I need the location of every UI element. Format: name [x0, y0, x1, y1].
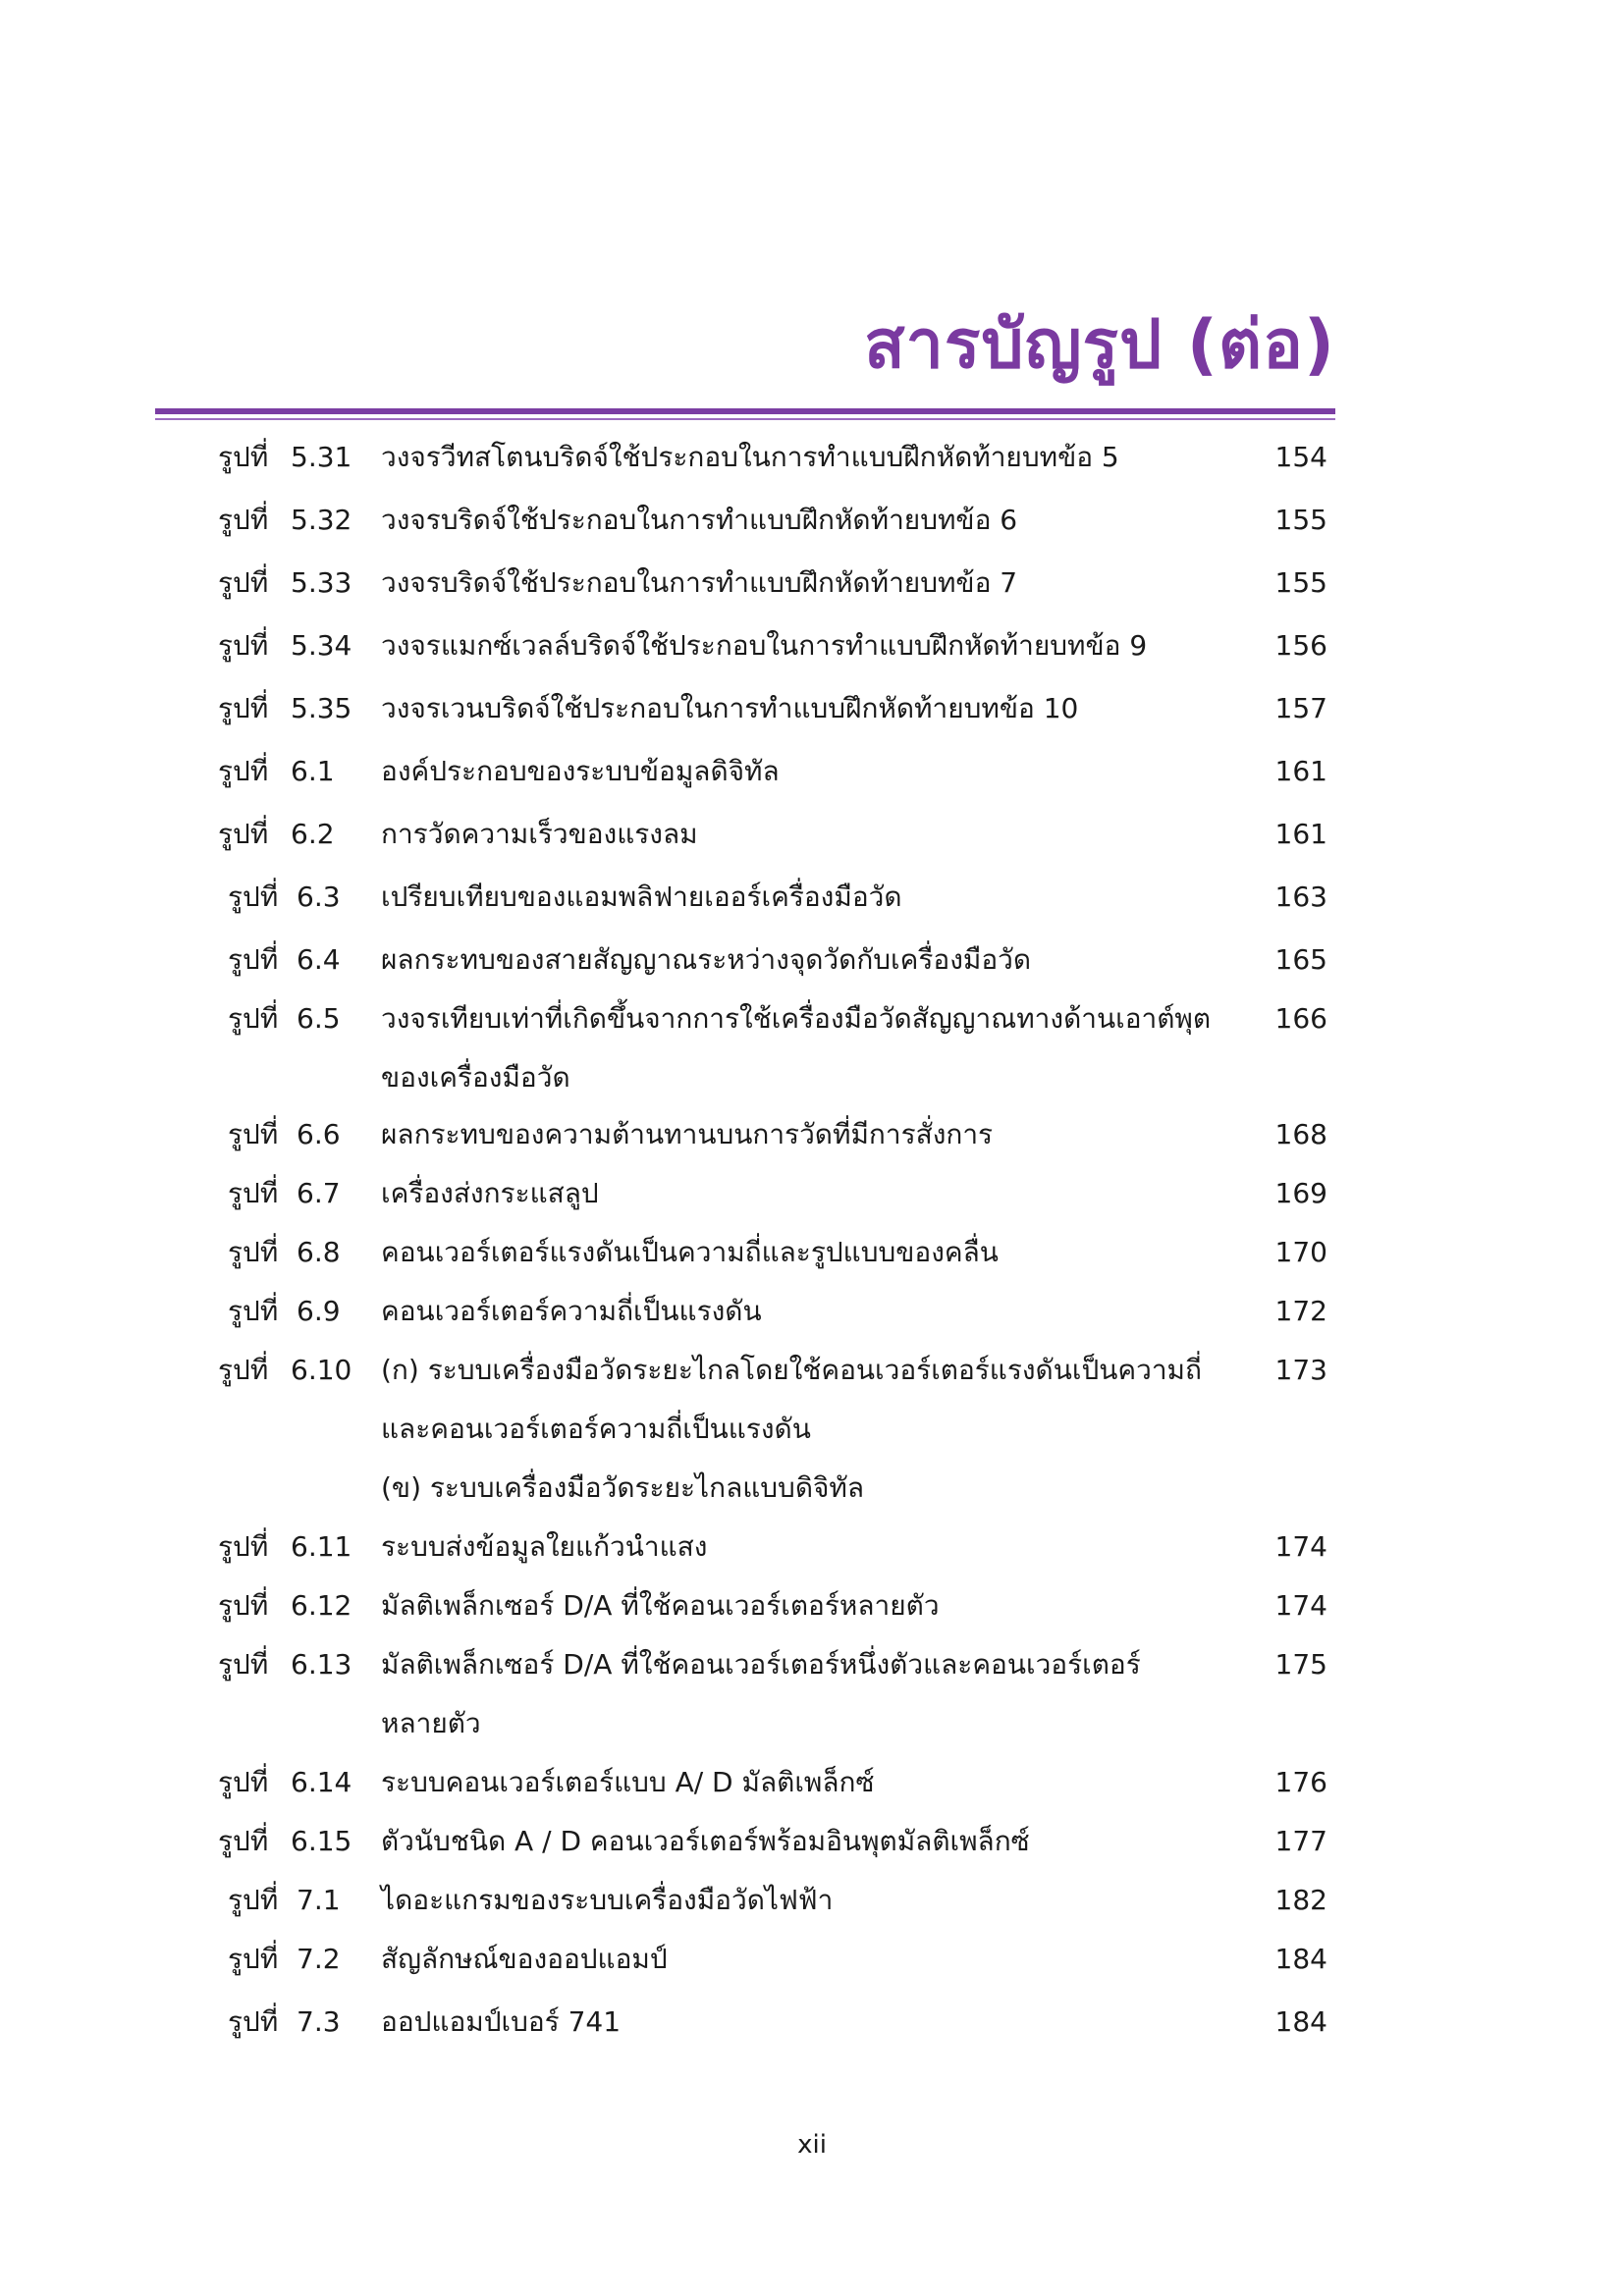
page-reference: 176: [1274, 1766, 1327, 1798]
figure-number: 6.9: [297, 1295, 341, 1327]
page-reference: 174: [1274, 1530, 1327, 1563]
figure-title: (ก) ระบบเครื่องมือวัดระยะไกลโดยใช้คอนเวอร์เตอร์แรงดันเป็นความถี่: [381, 1354, 1202, 1386]
figure-label: รูปที่: [228, 881, 279, 913]
figure-label: รูปที่: [228, 2005, 279, 2038]
figure-label: รูปที่: [218, 1354, 269, 1386]
page-reference: 184: [1274, 1943, 1327, 1975]
figure-number: 6.10: [291, 1354, 352, 1386]
figure-label: รูปที่: [218, 1766, 269, 1798]
figure-title: ออปแอมป์เบอร์ 741: [381, 2005, 622, 2038]
figure-number: 5.34: [291, 629, 352, 662]
figure-label: รูปที่: [228, 1295, 279, 1327]
figure-title: เปรียบเทียบของแอมพลิฟายเออร์เครื่องมือวัด: [381, 881, 902, 913]
page-title: สารบัญรูป (ต่อ): [864, 306, 1335, 384]
figure-title: คอนเวอร์เตอร์แรงดันเป็นความถี่และรูปแบบของคลื่น: [381, 1236, 999, 1268]
figure-title: วงจรบริดจ์ใช้ประกอบในการทำแบบฝึกหัดท้ายบทข้อ 7: [381, 566, 1018, 599]
figure-title: ตัวนับชนิด A / D คอนเวอร์เตอร์พร้อมอินพุตมัลติเพล็กซ์: [381, 1825, 1030, 1857]
figure-label: รูปที่: [218, 566, 269, 599]
page-reference: 184: [1274, 2005, 1327, 2038]
figure-title: ระบบส่งข้อมูลใยแก้วนำแสง: [381, 1530, 708, 1563]
figure-title: ระบบคอนเวอร์เตอร์แบบ A/ D มัลติเพล็กซ์: [381, 1766, 875, 1798]
page-number: xii: [797, 2130, 827, 2160]
figure-number: 7.2: [297, 1943, 341, 1975]
figure-number: 6.1: [291, 755, 335, 787]
figure-number: 6.7: [297, 1177, 341, 1209]
figure-label: รูปที่: [218, 818, 269, 850]
page-reference: 182: [1274, 1884, 1327, 1916]
figure-title-continuation: และคอนเวอร์เตอร์ความถี่เป็นแรงดัน: [381, 1413, 811, 1445]
page-reference: 165: [1274, 943, 1327, 976]
figure-number: 6.6: [297, 1118, 341, 1150]
figure-title: มัลติเพล็กเซอร์ D/A ที่ใช้คอนเวอร์เตอร์หนึ่งตัวและคอนเวอร์เตอร์: [381, 1648, 1141, 1681]
figure-title: มัลติเพล็กเซอร์ D/A ที่ใช้คอนเวอร์เตอร์หลายตัว: [381, 1589, 940, 1622]
figure-title: สัญลักษณ์ของออปแอมป์: [381, 1943, 668, 1975]
figure-label: รูปที่: [218, 629, 269, 662]
figure-number: 5.32: [291, 504, 352, 536]
page-reference: 168: [1274, 1118, 1327, 1150]
figure-title-continuation: (ข) ระบบเครื่องมือวัดระยะไกลแบบดิจิทัล: [381, 1471, 865, 1504]
figure-title: วงจรวีทสโตนบริดจ์ใช้ประกอบในการทำแบบฝึกหัดท้ายบทข้อ 5: [381, 441, 1119, 473]
figure-title: การวัดความเร็วของแรงลม: [381, 818, 698, 850]
page-reference: 163: [1274, 881, 1327, 913]
figure-number: 6.13: [291, 1648, 352, 1681]
figure-number: 6.8: [297, 1236, 341, 1268]
page-reference: 169: [1274, 1177, 1327, 1209]
figure-title: คอนเวอร์เตอร์ความถี่เป็นแรงดัน: [381, 1295, 762, 1327]
figure-number: 6.3: [297, 881, 341, 913]
page-reference: 161: [1274, 818, 1327, 850]
figure-title: ผลกระทบของความต้านทานบนการวัดที่มีการสั่งการ: [381, 1118, 994, 1150]
figure-label: รูปที่: [228, 943, 279, 976]
figure-label: รูปที่: [218, 504, 269, 536]
figure-label: รูปที่: [228, 1884, 279, 1916]
figure-title: ไดอะแกรมของระบบเครื่องมือวัดไฟฟ้า: [381, 1884, 834, 1916]
figure-title: ผลกระทบของสายสัญญาณระหว่างจุดวัดกับเครื่องมือวัด: [381, 943, 1032, 976]
figure-label: รูปที่: [228, 1118, 279, 1150]
page-reference: 156: [1274, 629, 1327, 662]
page-reference: 157: [1274, 692, 1327, 724]
figure-number: 5.33: [291, 566, 352, 599]
figure-number: 5.31: [291, 441, 352, 473]
page-reference: 177: [1274, 1825, 1327, 1857]
figure-number: 5.35: [291, 692, 352, 724]
page-reference: 161: [1274, 755, 1327, 787]
figure-title: วงจรแมกซ์เวลล์บริดจ์ใช้ประกอบในการทำแบบฝึกหัดท้ายบทข้อ 9: [381, 629, 1148, 662]
figure-number: 6.5: [297, 1002, 341, 1035]
figure-label: รูปที่: [218, 441, 269, 473]
figure-number: 6.11: [291, 1530, 352, 1563]
figure-title-continuation: ของเครื่องมือวัด: [381, 1061, 570, 1094]
figure-title: องค์ประกอบของระบบข้อมูลดิจิทัล: [381, 755, 780, 787]
figure-number: 6.2: [291, 818, 335, 850]
figure-label: รูปที่: [218, 1589, 269, 1622]
figure-label: รูปที่: [218, 1825, 269, 1857]
figure-label: รูปที่: [228, 1943, 279, 1975]
figure-label: รูปที่: [218, 692, 269, 724]
figure-number: 7.1: [297, 1884, 341, 1916]
figure-label: รูปที่: [218, 755, 269, 787]
figure-number: 6.14: [291, 1766, 352, 1798]
page-reference: 154: [1274, 441, 1327, 473]
page-reference: 175: [1274, 1648, 1327, 1681]
figure-number: 6.4: [297, 943, 341, 976]
figure-number: 6.12: [291, 1589, 352, 1622]
figure-title: วงจรเวนบริดจ์ใช้ประกอบในการทำแบบฝึกหัดท้ายบทข้อ 10: [381, 692, 1079, 724]
page-reference: 170: [1274, 1236, 1327, 1268]
figure-number: 7.3: [297, 2005, 341, 2038]
figure-label: รูปที่: [228, 1236, 279, 1268]
figure-label: รูปที่: [228, 1177, 279, 1209]
page-reference: 155: [1274, 566, 1327, 599]
page-reference: 155: [1274, 504, 1327, 536]
page-reference: 174: [1274, 1589, 1327, 1622]
figure-title-continuation: หลายตัว: [381, 1707, 481, 1739]
page-reference: 166: [1274, 1002, 1327, 1035]
figure-label: รูปที่: [218, 1530, 269, 1563]
figure-title: วงจรเทียบเท่าที่เกิดขึ้นจากการใช้เครื่องมือวัดสัญญาณทางด้านเอาต์พุต: [381, 1002, 1212, 1035]
page-reference: 173: [1274, 1354, 1327, 1386]
figure-label: รูปที่: [228, 1002, 279, 1035]
page-reference: 172: [1274, 1295, 1327, 1327]
figure-number: 6.15: [291, 1825, 352, 1857]
figure-label: รูปที่: [218, 1648, 269, 1681]
figure-title: วงจรบริดจ์ใช้ประกอบในการทำแบบฝึกหัดท้ายบทข้อ 6: [381, 504, 1018, 536]
figure-title: เครื่องส่งกระแสลูป: [381, 1177, 599, 1209]
